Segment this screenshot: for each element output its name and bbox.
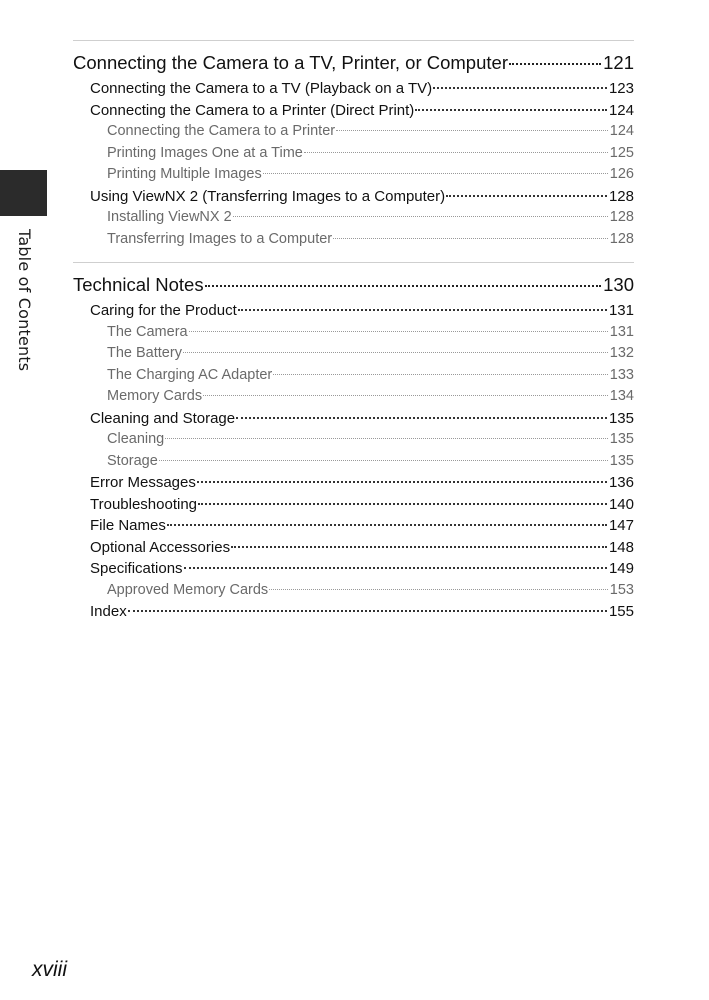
toc-subentry-title: The Camera <box>107 323 188 340</box>
toc-subentry-page: 135 <box>609 452 634 469</box>
toc-entry-page: 136 <box>608 474 634 491</box>
toc-subentry[interactable] <box>73 229 634 251</box>
toc-entry[interactable] <box>73 78 634 100</box>
toc-subentry[interactable] <box>73 386 634 408</box>
toc-subentry[interactable] <box>73 451 634 473</box>
leader-dots <box>183 352 608 353</box>
leader-dots <box>273 374 608 375</box>
toc-section-camera-connections <box>73 40 634 250</box>
toc-subentry-page: 128 <box>609 230 634 247</box>
leader-dots <box>336 130 608 131</box>
toc-entry-page: 124 <box>608 101 634 119</box>
toc-entry-page: 147 <box>608 517 634 534</box>
toc-subentry-title: Memory Cards <box>107 388 203 404</box>
toc-entry-title: Specifications <box>90 560 183 577</box>
side-tab-label: Table of Contents <box>15 229 34 372</box>
toc-entry-title: Error Messages <box>90 474 196 491</box>
leader-dots <box>231 546 607 548</box>
leader-dots <box>203 395 608 396</box>
leader-dots <box>304 152 608 153</box>
toc-entry[interactable] <box>73 558 634 580</box>
toc-entry-title: Cleaning and Storage <box>90 409 236 427</box>
toc-chapter-title: Technical Notes <box>73 274 204 295</box>
toc-entry-page: 149 <box>608 560 634 577</box>
toc-subentry[interactable] <box>73 365 634 387</box>
toc-entry-title: Using ViewNX 2 (Transferring Images to a Computer) <box>90 187 446 205</box>
toc-subentry-title: Connecting the Camera to a Printer <box>107 123 336 139</box>
leader-dots <box>509 63 601 65</box>
toc-entry-title: Caring for the Product <box>90 302 237 319</box>
leader-dots <box>198 503 607 505</box>
toc-subentry-page: 128 <box>609 209 634 225</box>
toc-entry-page: 140 <box>608 495 634 513</box>
section-divider <box>73 262 634 263</box>
toc-subentry-page: 126 <box>609 166 634 182</box>
leader-dots <box>167 524 607 526</box>
leader-dots <box>446 195 607 197</box>
toc-subentry-title: Cleaning <box>107 431 165 447</box>
toc-entry[interactable] <box>73 300 634 322</box>
toc-subentry-page: 132 <box>609 345 634 361</box>
toc-entry[interactable] <box>73 100 634 122</box>
toc-subentry[interactable] <box>73 429 634 451</box>
toc-subentry-page: 135 <box>609 431 634 447</box>
leader-dots <box>263 173 608 174</box>
toc-subentry-title: Printing Multiple Images <box>107 166 262 182</box>
toc-entry-page: 128 <box>608 187 634 205</box>
toc-subentry[interactable] <box>73 322 634 344</box>
toc-subentry[interactable] <box>73 121 634 143</box>
toc-chapter-heading[interactable] <box>73 269 634 300</box>
leader-dots <box>159 460 608 461</box>
leader-dots <box>238 309 607 311</box>
toc-entry-title: Connecting the Camera to a Printer (Direct Print) <box>90 101 415 119</box>
toc-subentry-title: Printing Images One at a Time <box>107 144 303 161</box>
toc-entry-page: 148 <box>608 538 634 556</box>
page-number: xviii <box>32 958 67 981</box>
toc-entry-page: 155 <box>608 603 634 620</box>
toc-section-technical-notes <box>73 262 634 623</box>
leader-dots <box>333 238 608 239</box>
toc-entry-title: Troubleshooting <box>90 495 198 513</box>
toc-entry[interactable] <box>73 472 634 494</box>
toc-subentry-page: 153 <box>609 581 634 598</box>
toc-entry[interactable] <box>73 515 634 537</box>
toc-entry[interactable] <box>73 494 634 516</box>
toc-chapter-title: Connecting the Camera to a TV, Printer, or Computer <box>73 52 508 73</box>
toc-entry-page: 131 <box>608 302 634 319</box>
toc-entry[interactable] <box>73 408 634 430</box>
toc-entry[interactable] <box>73 186 634 208</box>
toc-subentry-title: Storage <box>107 452 158 469</box>
toc-entry[interactable] <box>73 601 634 623</box>
toc-subentry-title: The Battery <box>107 345 182 361</box>
leader-dots <box>184 567 607 569</box>
toc-subentry-title: The Charging AC Adapter <box>107 366 273 383</box>
toc-subentry-title: Transferring Images to a Computer <box>107 230 333 247</box>
leader-dots <box>165 438 608 439</box>
toc-subentry-title: Installing ViewNX 2 <box>107 209 232 225</box>
side-tab-marker <box>0 170 47 216</box>
toc-subentry[interactable] <box>73 164 634 186</box>
toc-subentry-title: Approved Memory Cards <box>107 581 269 598</box>
toc-chapter-heading[interactable] <box>73 47 634 78</box>
toc-entry-title: Optional Accessories <box>90 538 231 556</box>
toc-subentry[interactable] <box>73 207 634 229</box>
leader-dots <box>128 610 607 612</box>
leader-dots <box>205 285 602 287</box>
leader-dots <box>269 589 608 590</box>
leader-dots <box>189 331 608 332</box>
toc-subentry-page: 134 <box>609 388 634 404</box>
toc-chapter-page: 121 <box>603 52 634 73</box>
leader-dots <box>236 417 607 419</box>
toc-subentry-page: 133 <box>609 366 634 383</box>
toc-entry-title: Index <box>90 603 127 620</box>
toc-subentry[interactable] <box>73 143 634 165</box>
toc-entry-page: 135 <box>608 409 634 427</box>
toc-subentry-page: 124 <box>609 123 634 139</box>
toc-subentry[interactable] <box>73 343 634 365</box>
leader-dots <box>433 87 607 89</box>
toc-subentry-page: 131 <box>609 323 634 340</box>
leader-dots <box>233 216 608 217</box>
toc-entry-title: Connecting the Camera to a TV (Playback on a TV) <box>90 80 433 97</box>
toc-entry-title: File Names <box>90 517 166 534</box>
toc-entry[interactable] <box>73 537 634 559</box>
leader-dots <box>415 109 607 111</box>
toc-subentry[interactable] <box>73 580 634 602</box>
toc-chapter-page: 130 <box>603 274 634 295</box>
section-divider <box>73 40 634 41</box>
toc-subentry-page: 125 <box>609 144 634 161</box>
toc-entry-page: 123 <box>608 80 634 97</box>
leader-dots <box>197 481 607 483</box>
